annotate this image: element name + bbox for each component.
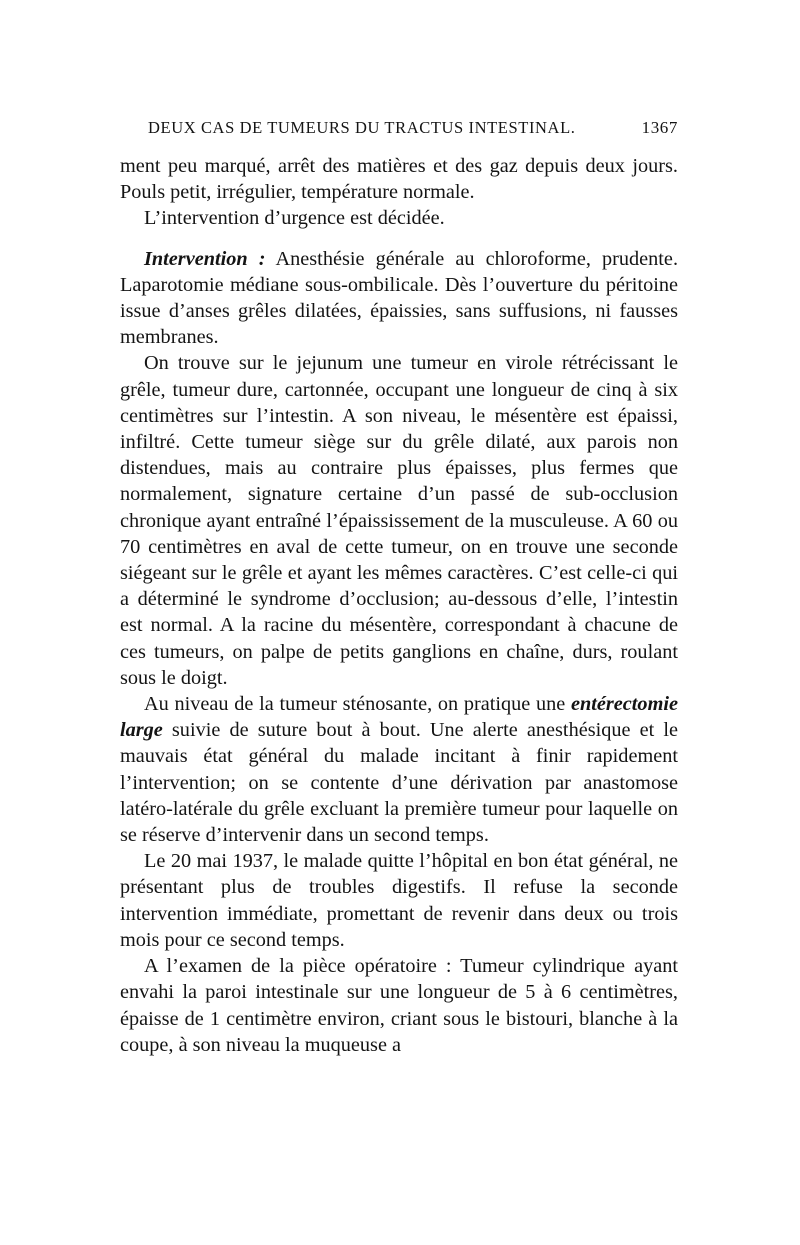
header-title: DEUX CAS DE TUMEURS DU TRACTUS INTESTINAL. <box>148 118 576 137</box>
procedure-text-b: suivie de suture bout à bout. Une alerte anesthésique et le mauvais état général du malade incitant à finir rapidement l’intervention; on se contente d’une dérivation par anastomose latéro-latérale du grêle excluant la première tumeur pour laquelle on se réserve d’intervenir dans un second temps. <box>120 719 678 847</box>
paragraph-findings: On trouve sur le jejunum une tumeur en virole rétrécissant le grêle, tumeur dure, cartonnée, occupant une longueur de cinq à six centimètres sur l’intestin. A son niveau, le mésentère est épaissi, infiltré. Cette tumeur siège sur du grêle dilaté, aux parois non distendues, mais au contraire plus épaisses, plus fermes que normalement, signature certaine d’un passé de sub-occlusion chronique ayant entraîné l’épaississement de la musculeuse. A 60 ou 70 centimètres en aval de cette tumeur, on en trouve une seconde siégeant sur le grêle et ayant les mêmes caractères. C’est celle-ci qui a déterminé le syndrome d’occlusion; au-dessous d’elle, l’intestin est normal. A la racine du mésentère, correspondant à chacune de ces tumeurs, on palpe de petits ganglions en chaîne, durs, roulant sous le doigt. <box>120 352 678 689</box>
page-number: 1367 <box>641 118 678 137</box>
paragraph-discharge: Le 20 mai 1937, le malade quitte l’hôpital en bon état général, ne présentant plus de troubles digestifs. Il refuse la seconde intervention immédiate, promettant de revenir dans deux ou trois mois pour ce second temps. <box>120 850 678 951</box>
body-text <box>120 153 678 1058</box>
intervention-text: Anesthésie générale au chloroforme, prudente. Laparotomie médiane sous-ombilicale. Dès l’ouverture du péritoine issue d’anses grêles dilatées, épaissies, sans suffusions, ni fausses membranes. <box>120 247 679 349</box>
paragraph-intervention <box>120 246 678 351</box>
intervention-heading: Intervention : <box>144 247 266 270</box>
paragraph-examination: A l’examen de la pièce opératoire : Tumeur cylindrique ayant envahi la paroi intestinale sur une longueur de 5 à 6 centimètres, épaisse de 1 centimètre environ, criant sous le bistouri, blanche à la coupe, à son niveau la muqueuse a <box>120 955 678 1056</box>
procedure-text-a: Au niveau de la tumeur sténosante, on pratique une <box>144 693 571 716</box>
running-header <box>148 118 678 144</box>
paragraph-procedure <box>120 691 678 848</box>
paragraph-decision: L’intervention d’urgence est décidée. <box>144 207 445 230</box>
paragraph-continuation: ment peu marqué, arrêt des matières et des gaz depuis deux jours. Pouls petit, irrégulier, température normale. <box>120 155 678 204</box>
procedure-emphasis: entérectomie large <box>120 693 678 742</box>
